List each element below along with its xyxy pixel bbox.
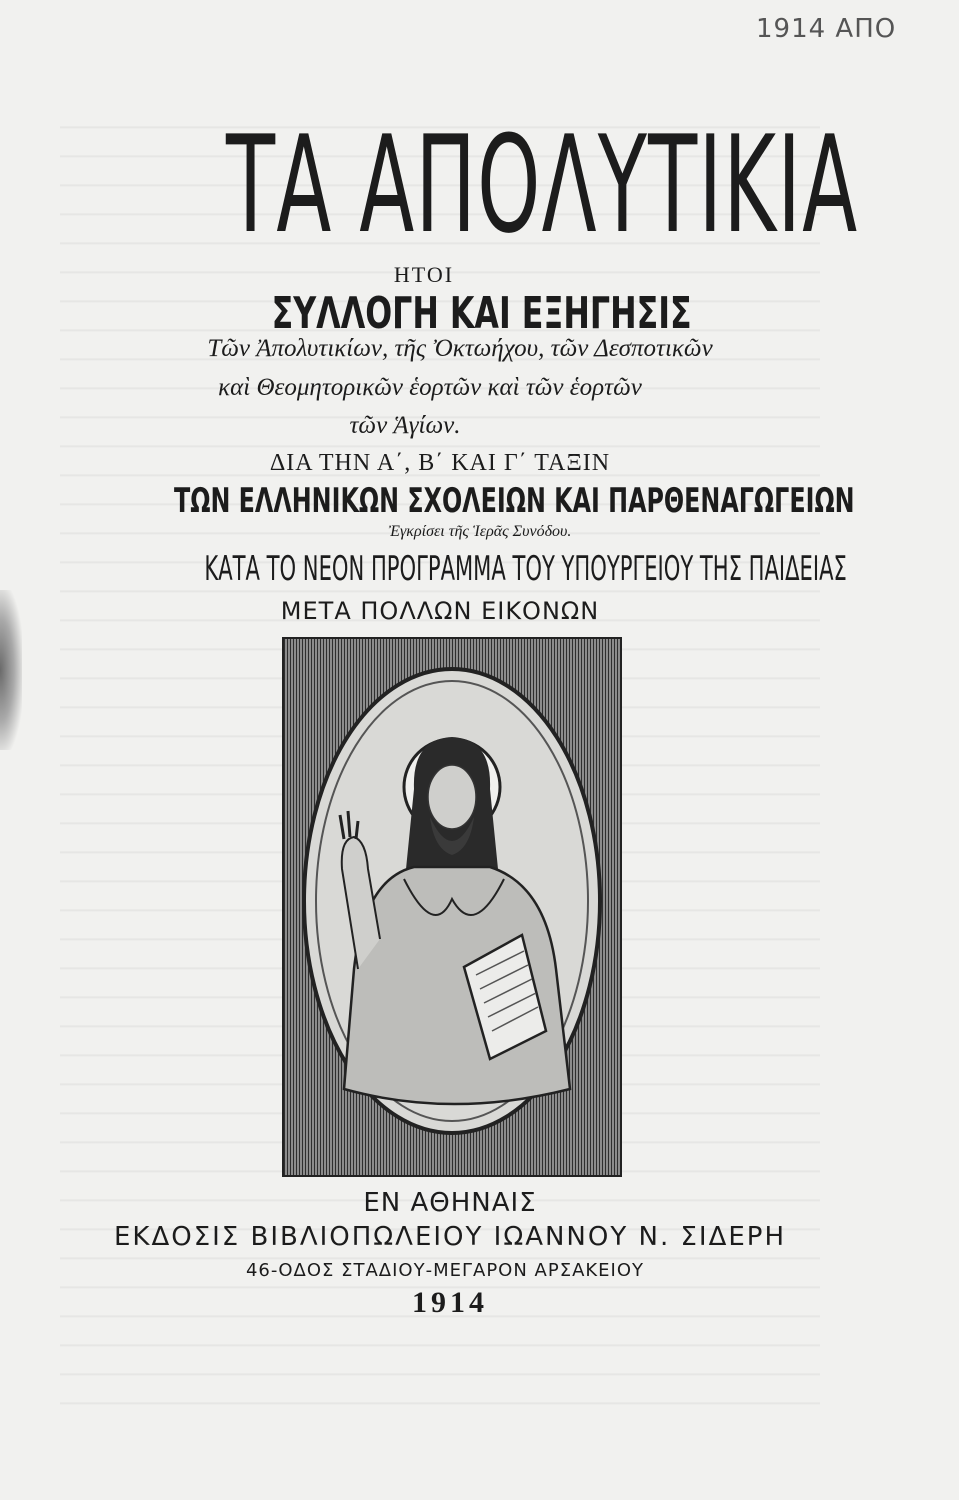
target-schools: ΤΩΝ ΕΛΛΗΝΙΚΩΝ ΣΧΟΛΕΙΩΝ ΚΑΙ ΠΑΡΘΕΝΑΓΩΓΕΙΩΝ — [174, 481, 855, 521]
description-line-3: τῶν Ἁγίων. — [349, 412, 461, 439]
imprint-place: ΕΝ ΑΘΗΝΑΙΣ — [363, 1188, 537, 1218]
book-title: ΤΑ ΑΠΟΛΥΤΙΚΙΑ — [225, 107, 859, 263]
engraving-drawing — [284, 639, 620, 1175]
description-line-2: καὶ Θεομητορικῶν ἑορτῶν καὶ τῶν ἑορτῶν — [218, 374, 642, 401]
face — [428, 765, 476, 829]
illustrations-note: ΜΕΤΑ ΠΟΛΛΩΝ ΕΙΚΟΝΩΝ — [280, 597, 600, 625]
connector-word: ΗΤΟΙ — [393, 262, 455, 287]
page-edge-shadow — [0, 590, 22, 750]
target-classes: ΔΙΑ ΤΗΝ Α΄, Β΄ ΚΑΙ Γ΄ ΤΑΞΙΝ — [269, 450, 611, 476]
robe — [344, 867, 570, 1104]
synod-approval: Ἐγκρίσει τῆς Ἱερᾶς Συνόδου. — [388, 523, 572, 540]
handwritten-shelfmark: 1914 ΑΠΟ — [756, 14, 897, 44]
christ-engraving — [282, 637, 622, 1177]
imprint-address: 46-ΟΔΟΣ ΣΤΑΔΙΟΥ-ΜΕΓΑΡΟΝ ΑΡΣΑΚΕΙΟΥ — [245, 1260, 645, 1281]
curriculum-note: ΚΑΤΑ ΤΟ ΝΕΟΝ ΠΡΟΓΡΑΜΜΑ ΤΟΥ ΥΠΟΥΡΓΕΙΟΥ ΤΗΣ ΠΑΙΔΕΙΑΣ — [204, 549, 847, 589]
imprint-publisher: ΕΚΔΟΣΙΣ ΒΙΒΛΙΟΠΩΛΕΙΟΥ ΙΩΑΝΝΟΥ Ν. ΣΙΔΕΡΗ — [113, 1222, 787, 1252]
book-subtitle: ΣΥΛΛΟΓΗ ΚΑΙ ΕΞΗΓΗΣΙΣ — [271, 288, 692, 339]
description-line-1: Τῶν Ἀπολυτικίων, τῆς Ὀκτωήχου, τῶν Δεσποτικῶν — [207, 335, 713, 362]
imprint-year: 1914 — [412, 1286, 488, 1319]
